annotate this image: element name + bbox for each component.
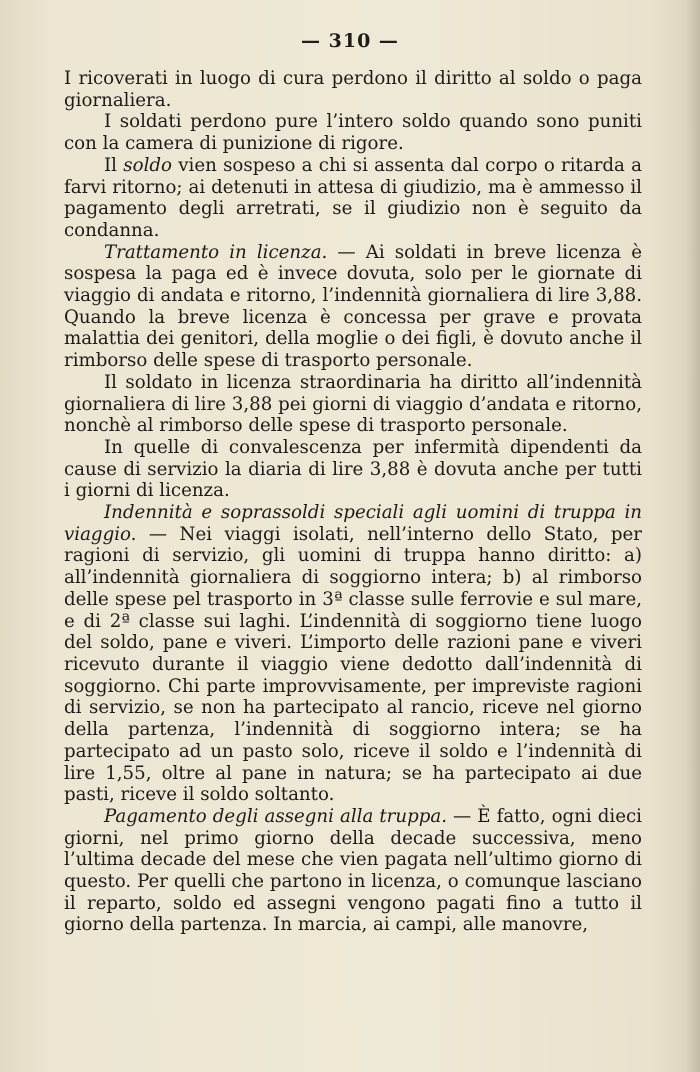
paragraph-6 [64,437,642,502]
paragraph-prefix: Il [104,154,124,176]
italic-term: soldo [123,154,172,176]
paragraph-pagamento [64,806,642,936]
paragraph-1 [64,68,642,111]
section-rubric: Pagamento degli assegni alla truppa. [104,805,447,827]
paragraph-text: I ricoverati in luogo di cura perdono il diritto al soldo o paga giornaliera. [64,68,642,111]
paragraph-text: — Nei viaggi isolati, nell’interno dello Stato, per ragioni di servizio, gli uomini di truppa hanno diritto: a) all’indennità giornaliera di soggiorno intera; b) al rimborso delle spese pel trasporto in 3ª classe sulle ferrovie e sul mare, e di 2ª classe sui laghi. L’indennità di soggiorno tiene luogo del soldo, pane e viveri. L’importo delle razioni pane e viveri ricevuto durante il viaggio viene dedotto dall’indennità di soggiorno. Chi parte improvvisamente, per impreviste ragioni di servizio, se non ha partecipato al rancio, riceve nel giorno della partenza, l’indennità di soggiorno intera; se ha partecipato ad un pasto solo, riceve il soldo e l’indennità di lire 1,55, oltre al pane in natura; se ha partecipato ai due pasti, riceve il soldo soltanto. [64,523,642,806]
paragraph-2 [64,111,642,154]
paragraph-indennita [64,502,642,806]
paragraph-text: vien sospeso a chi si assenta dal corpo o ritarda a farvi ritorno; ai detenuti in attesa di giudizio, ma è ammesso il pagamento degli arretrati, se il giudizio non è seguito da condanna. [64,154,642,241]
paragraph-text: — Ai soldati in breve licenza è sospesa la paga ed è invece dovuta, solo per le giornate di viaggio di andata e ritorno, l’indennità giornaliera di lire 3,88. Quando la breve licenza è concessa per grave e provata malattia dei genitori, della moglie o dei figli, è dovuto anche il rimborso delle spese di trasporto personale. [64,241,642,372]
body-text [64,68,642,936]
paragraph-licenza [64,242,642,372]
paragraph-5 [64,372,642,437]
page-edge-shadow [686,0,700,1072]
paragraph-text: — È fatto, ogni dieci giorni, nel primo giorno della decade successiva, meno l’ultima decade del mese che vien pagata nell’ultimo giorno di questo. Per quelli che partono in licenza, o comunque lasciano il reparto, soldo ed assegni vengono pagati fino a tutto il giorno della partenza. In marcia, ai campi, alle manovre, [64,805,642,936]
paragraph-text: I soldati perdono pure l’intero soldo quando sono puniti con la camera di punizione di rigore. [64,111,642,155]
section-rubric: Indennità e soprassoldi speciali agli uomini di truppa in viaggio. [64,502,642,545]
paragraph-text: In quelle di convalescenza per infermità dipendenti da cause di servizio la diaria di lire 3,88 è dovuta anche per tutti i giorni di licenza. [64,436,642,502]
page-number: — 310 — [301,30,399,52]
paragraph-text: Il soldato in licenza straordinaria ha diritto all’indennità giornaliera di lire 3,88 pei giorni di viaggio d’andata e ritorno, nonchè al rimborso delle spese di trasporto personale. [64,371,642,437]
paragraph-3 [64,155,642,242]
section-rubric: Trattamento in licenza. [104,241,328,263]
